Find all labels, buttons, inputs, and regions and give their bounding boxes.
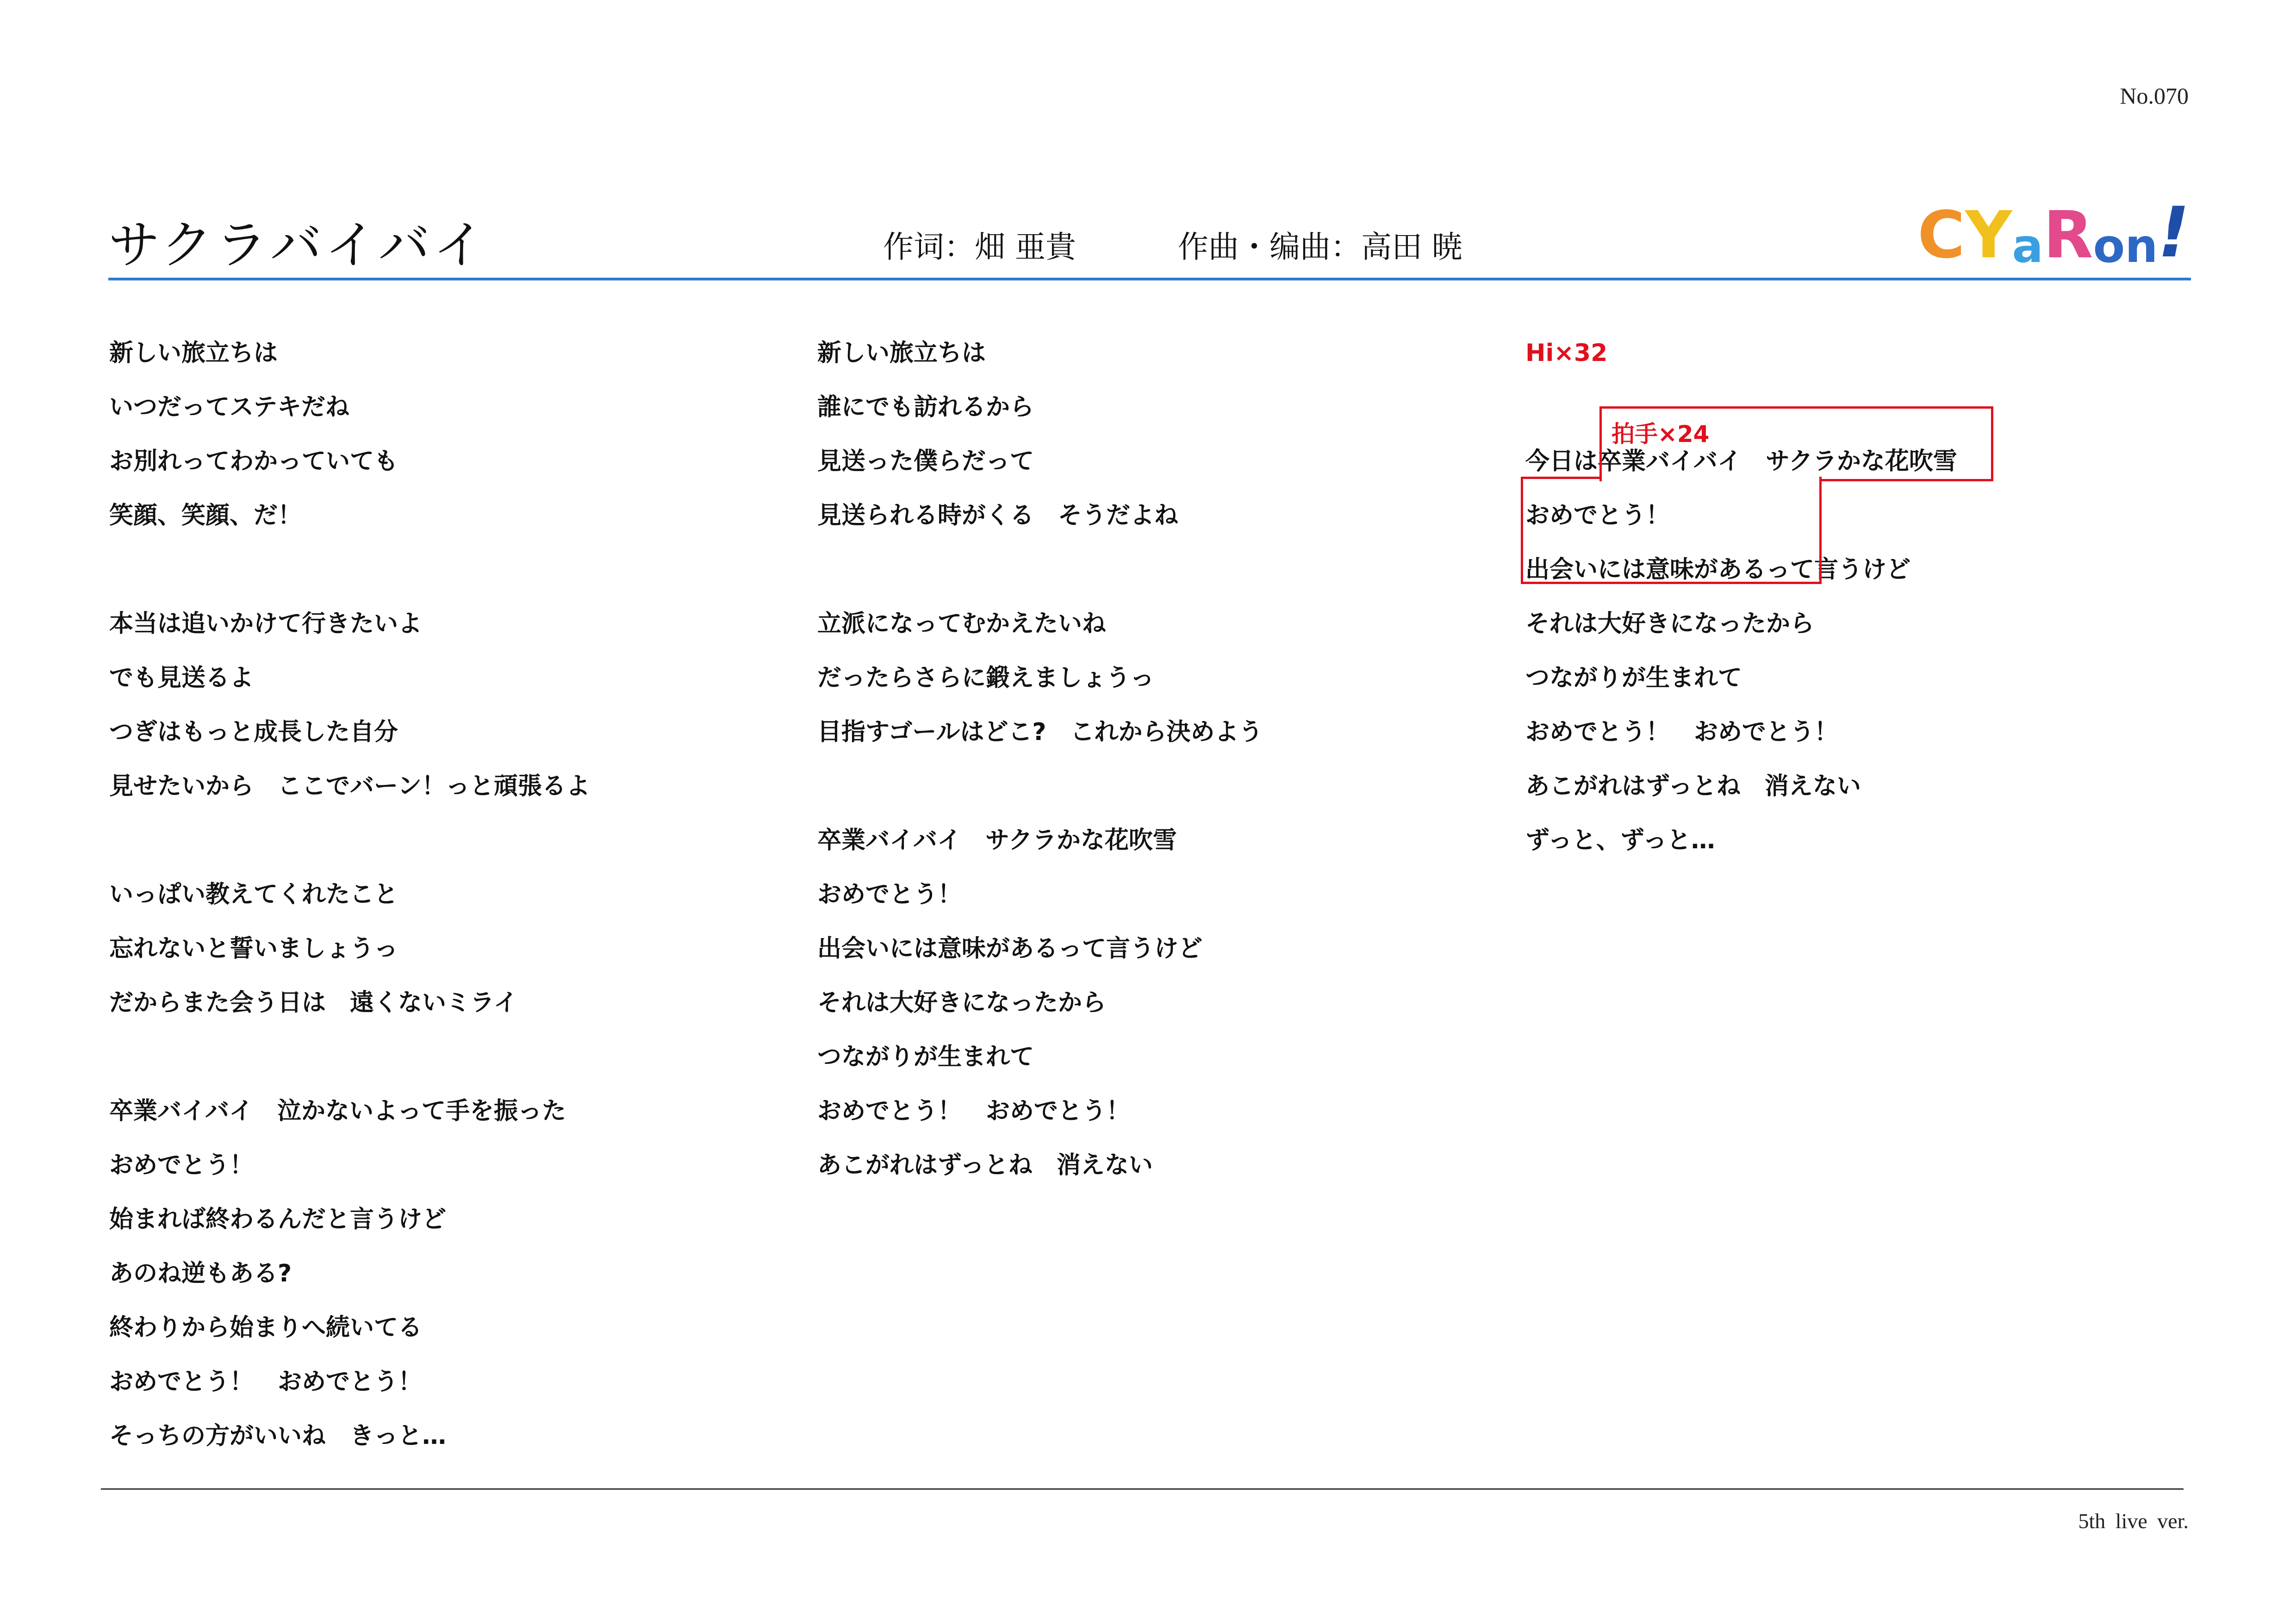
lyric-line: 終わりから始まりへ続いてる	[109, 1314, 423, 1342]
lyric-line: あこがれはずっとね 消えない	[817, 1151, 1153, 1179]
lyric-line: 今日は卒業バイバイ サクラかな花吹雪	[1525, 448, 1957, 475]
credits	[883, 222, 1462, 266]
lyric-line: 目指すゴールはどこ? これから決めよう	[817, 718, 1263, 746]
lyric-line: 卒業バイバイ サクラかな花吹雪	[817, 827, 1177, 854]
stanza-gap	[109, 814, 590, 868]
lyric-line: 新しい旅立ちは	[109, 339, 278, 367]
lyric-line: おめでとう！ おめでとう！	[817, 1097, 1131, 1125]
callout-join	[1602, 477, 1819, 481]
logo-letter: R	[2043, 198, 2093, 273]
logo-letter: C	[1917, 198, 1965, 273]
logo-letter: o	[2093, 219, 2125, 273]
song-title: サクラバイバイ	[108, 215, 488, 275]
lyric-line: 忘れないと誓いましょうっ	[109, 935, 398, 963]
lyric-line: おめでとう！ おめでとう！	[109, 1368, 423, 1396]
lyric-line: 見送った僕らだって	[817, 448, 1034, 475]
logo-letter: n	[2125, 219, 2158, 273]
lyric-line: それは大好きになったから	[1525, 610, 1815, 638]
header-rule	[108, 278, 2191, 280]
logo-letter: Y	[1965, 198, 2012, 273]
logo-letter: !	[2158, 193, 2190, 273]
lyric-line: でも見送るよ	[109, 664, 254, 692]
lyricist-credit: 作词：畑 亜貴	[883, 229, 1076, 265]
cyaron-logo	[1917, 193, 2190, 273]
clap-callout-label: 拍手×24	[1612, 421, 1710, 448]
stanza-gap	[109, 1030, 590, 1084]
composer-credit: 作曲・编曲：高田 暁	[1177, 229, 1462, 265]
lyric-line: おめでとう！	[1525, 502, 1670, 529]
lyric-line: 出会いには意味があるって言うけど	[817, 935, 1203, 963]
lyric-line: お別れってわかっていても	[109, 448, 398, 475]
lyric-line: それは大好きになったから	[817, 989, 1107, 1017]
lyric-line: おめでとう！	[109, 1151, 254, 1179]
lyric-line: あこがれはずっとね 消えない	[1525, 772, 1861, 800]
lyrics-column-2	[817, 326, 1263, 1193]
lyric-line: いっぱい教えてくれたこと	[109, 881, 398, 908]
lyric-line: つぎはもっと成長した自分	[109, 718, 398, 746]
lyric-line: 出会いには意味があるって言うけど	[1525, 556, 1911, 584]
lyric-line: 笑顔、笑顔、だ！	[109, 502, 302, 529]
lyric-line: いつだってステキだね	[109, 393, 349, 421]
lyric-line: 始まれば終わるんだと言うけど	[109, 1206, 447, 1233]
stanza-gap	[109, 543, 590, 597]
lyric-line: 誰にでも訪れるから	[817, 393, 1034, 421]
lyric-line: おめでとう！	[817, 881, 962, 908]
lyric-line: ずっと、ずっと…	[1525, 827, 1715, 854]
footer-note: 5th live ver.	[2078, 1509, 2189, 1533]
logo-letter: a	[2012, 219, 2043, 273]
lyric-line: おめでとう！ おめでとう！	[1525, 718, 1839, 746]
lyric-line: 卒業バイバイ 泣かないよって手を振った	[109, 1097, 566, 1125]
lyric-line: つながりが生まれて	[1525, 664, 1742, 692]
stanza-gap	[817, 759, 1263, 814]
page-number: No.070	[2120, 83, 2189, 109]
lyric-line: 新しい旅立ちは	[817, 339, 986, 367]
lyric-line: そっちの方がいいね きっと…	[109, 1422, 447, 1450]
stanza-gap	[817, 543, 1263, 597]
lyric-line: だったらさらに鍛えましょうっ	[817, 664, 1155, 692]
lyric-line: 見せたいから ここでバーン！っと頑張るよ	[109, 772, 590, 800]
lyrics-column-1	[109, 326, 590, 1463]
lyric-line: 見送られる時がくる そうだよね	[817, 502, 1179, 529]
lyric-line: 本当は追いかけて行きたいよ	[109, 610, 423, 638]
lyric-line: あのね逆もある?	[109, 1260, 292, 1287]
lyric-line: Hi×32	[1525, 339, 1608, 367]
lyric-line: だからまた会う日は 遠くないミライ	[109, 989, 518, 1017]
clap-callout-box	[1521, 477, 1822, 584]
lyric-line: 立派になってむかえたいね	[817, 610, 1107, 638]
lyric-line: つながりが生まれて	[817, 1043, 1034, 1071]
footer-rule	[101, 1488, 2184, 1490]
